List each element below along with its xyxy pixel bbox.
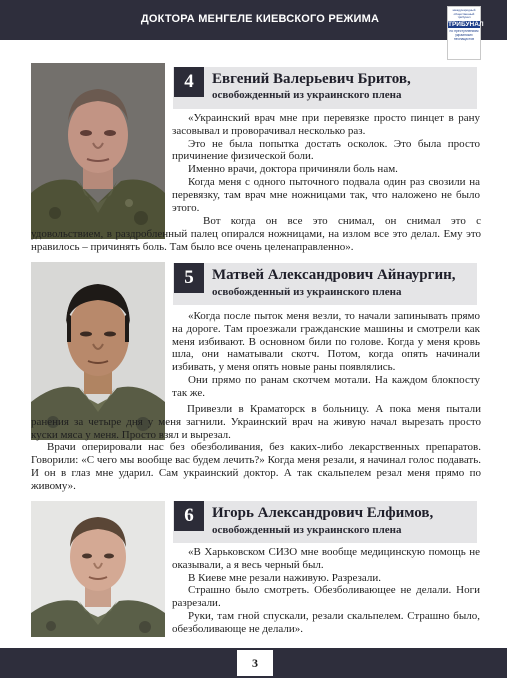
person-name-4: Евгений Валерьевич Бритов, <box>212 71 411 87</box>
testimony-4-continued <box>31 215 481 253</box>
logo-title: ТРИБУНАЛ <box>448 20 484 28</box>
entry-number-6: 6 <box>174 501 204 531</box>
person-name-5: Матвей Александрович Айнаургин, <box>212 267 456 283</box>
page-header-title: ДОКТОРА МЕНГЕЛЕ КИЕВСКОГО РЕЖИМА <box>140 13 380 25</box>
person-subtitle-5: освобожденный из украинского плена <box>212 286 402 298</box>
testimony-paragraph: «Когда после пыток меня везли, то начали запинывать прямо на дороге. Там проезжали гражданские машины и смотрели как меня избивают. В основном били по голове. Когда у меня кровь шла, они наматывали скотч. Потом, когда опять начинали избивать, у меня опять новые раны появлялись. <box>172 310 480 374</box>
testimony-paragraph: Руки, там гной спускали, резали скальпелем. Страшно было, обезболивающе не делали». <box>172 609 480 635</box>
testimony-paragraph: Именно врачи, доктора причиняли боль нам. <box>188 163 398 176</box>
testimony-paragraph: В Киеве мне резали наживую. Разрезали. <box>188 571 382 584</box>
logo-bottom-text: по преступлениям украинских неонацистов <box>449 28 479 41</box>
testimony-5 <box>172 310 480 400</box>
entry-number-5: 5 <box>174 263 204 293</box>
testimony-paragraph: «Украинский врач мне при перевязке просто пинцет в рану засовывал и проворачивал несколько раз. <box>172 112 480 137</box>
testimony-paragraph: Это не была попытка достать осколок. Это была просто причинение физической боли. <box>172 137 480 163</box>
logo-top-text: международный общественный трибунал <box>452 8 476 19</box>
testimony-paragraph: Врачи оперировали нас без обезболивания, без каких-либо лекарственных препаратов. Говорили: «С чего мы вообще вас будем лечить?» Когда меня резали, я начинал голос подавать. И он в глаз мне ударил. Сам украинский доктор. А так скальпелем резал меня прямо по живому». <box>31 441 481 492</box>
testimony-6 <box>172 546 480 636</box>
person-subtitle-6: освобожденный из украинского плена <box>212 524 402 536</box>
portrait-photo-6 <box>31 501 165 637</box>
testimony-paragraph: «В Харьковском СИЗО мне вообще медицинскую помощь не оказывали, а я весь черный был. <box>172 546 480 571</box>
testimony-5-continued <box>31 403 481 493</box>
testimony-4 <box>172 112 480 214</box>
testimony-paragraph: Привезли в Краматорск в больницу. А пока меня пытали ранения за четыре дня у меня загнили. Украинский врач на живую начал вырезать просто куски мяса у меня. Просто взял и вырезал. <box>31 403 481 441</box>
testimony-paragraph: Вот когда он все это снимал, он снимал это с удовольствием, в раздробленный палец опирался ножницами, на излом все это делал. Ему это нравилось – причинять боль. Там было все очень целенаправленно». <box>31 215 481 253</box>
page-number: 3 <box>237 650 273 676</box>
testimony-paragraph: Когда меня с одного пыточного подвала один раз свозили на перевязку, там врач мне ножницами так, что наложено не было этого. <box>172 175 480 214</box>
testimony-paragraph: Страшно было смотреть. Обезболивающее не делали. Ноги разрезали. <box>172 584 480 610</box>
person-name-6: Игорь Александрович Елфимов, <box>212 505 434 521</box>
portrait-photo-4 <box>31 63 165 239</box>
person-subtitle-4: освобожденный из украинского плена <box>212 89 402 101</box>
testimony-paragraph: Они прямо по ранам скотчем мотали. На каждом блокпосту так же. <box>172 373 480 399</box>
tribunal-logo <box>447 6 484 60</box>
entry-number-4: 4 <box>174 67 204 97</box>
